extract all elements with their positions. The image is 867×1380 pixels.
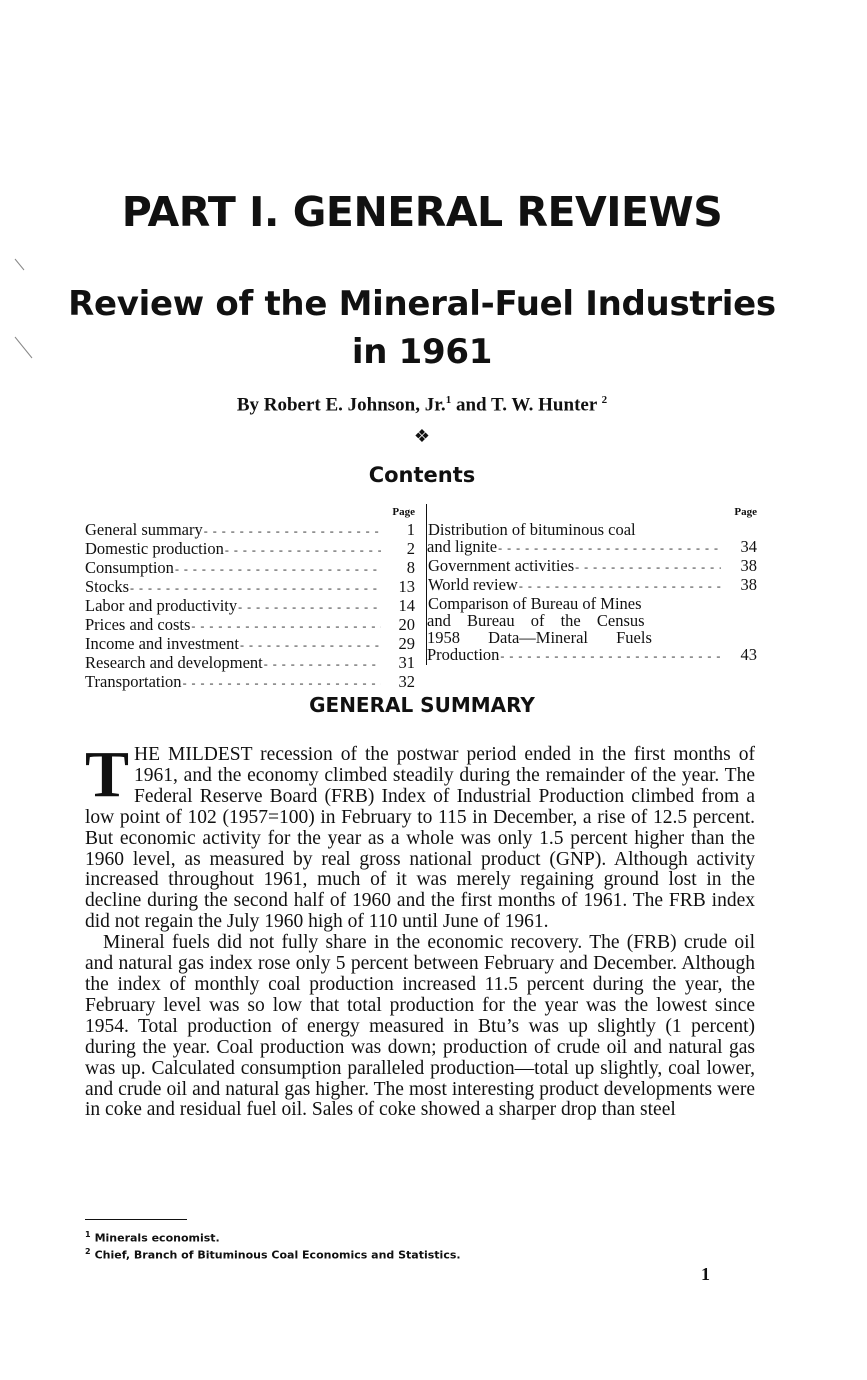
toc-entry-page: 31 xyxy=(398,653,415,672)
toc-entry[interactable] xyxy=(85,597,415,616)
footnotes xyxy=(85,1228,755,1261)
page-column-label: Page xyxy=(734,506,757,518)
summary-body xyxy=(85,738,755,1121)
page-title xyxy=(0,280,844,376)
toc-entry-label: and lignite xyxy=(427,537,498,556)
toc-entry-label: and Bureau of the Census xyxy=(427,611,645,630)
toc-entry[interactable] xyxy=(85,616,415,635)
toc-entry-label: Transportation xyxy=(85,672,182,691)
toc-entry-page: 8 xyxy=(406,558,415,577)
footnote-mark: 1 xyxy=(85,1230,91,1239)
toc-entry[interactable] xyxy=(427,595,757,612)
toc-entry-label: Income and investment xyxy=(85,634,239,653)
title-line-2: in 1961 xyxy=(351,332,493,372)
toc-entry-label: 1958 Data—Mineral Fuels xyxy=(427,628,652,647)
byline-author-1: By Robert E. Johnson, Jr. xyxy=(236,394,446,416)
toc-entry-page: 38 xyxy=(740,575,757,594)
title-line-1: Review of the Mineral-Fuel Industries xyxy=(68,284,776,324)
footnote-text: Minerals economist. xyxy=(94,1231,220,1245)
toc-entry[interactable] xyxy=(427,521,757,538)
toc-entry-label: Government activities xyxy=(428,556,575,575)
toc-entry-page: 34 xyxy=(740,537,757,556)
scan-mark xyxy=(14,258,26,272)
toc-entry[interactable] xyxy=(85,673,415,692)
paragraph xyxy=(85,738,755,933)
contents-left-column xyxy=(85,504,415,692)
footnote xyxy=(85,1245,755,1262)
page-number: 1 xyxy=(701,1264,710,1284)
byline xyxy=(0,394,844,416)
toc-entry[interactable] xyxy=(427,557,757,576)
toc-entry-label: Prices and costs xyxy=(85,615,191,634)
toc-entry-label: Production xyxy=(427,645,500,664)
paragraph: Mineral fuels did not fully share in the economic recovery. The (FRB) crude oil and natural gas index rose only 5 percent between February and December. Although the index of monthly coal production increased 11.5 percent during the year, the February level was so low that total production for the year was the lowest since 1954. Total production of energy measured in Btu’s was up slightly (1 percent) during the year. Coal production was down; production of crude oil and natural gas was up. Calculated consumption paralleled production—total up slightly, coal lower, and crude oil and natural gas higher. The most interesting product developments were in coke and residual fuel oil. Sales of coke showed a sharper drop than steel xyxy=(85,932,755,1121)
toc-entry-label: Stocks xyxy=(85,577,130,596)
toc-entry[interactable] xyxy=(85,635,415,654)
footnote-text: Chief, Branch of Bituminous Coal Economics and Statistics. xyxy=(94,1248,461,1262)
toc-entry-label: Distribution of bituminous coal xyxy=(428,520,636,539)
toc-entry[interactable] xyxy=(85,540,415,559)
page-column-label: Page xyxy=(392,506,415,518)
footnote-ref-1: 1 xyxy=(445,394,452,406)
section-heading: GENERAL SUMMARY xyxy=(309,693,535,717)
toc-entry-page: 1 xyxy=(406,520,415,539)
toc-entry-page: 32 xyxy=(398,672,415,691)
footnote xyxy=(85,1228,755,1245)
contents-heading: Contents xyxy=(368,463,476,487)
toc-entry-continuation xyxy=(427,629,757,646)
toc-entry[interactable] xyxy=(427,576,757,595)
ornament-icon: ❖ xyxy=(413,426,431,447)
toc-entry[interactable] xyxy=(85,578,415,597)
toc-entry-label: World review xyxy=(428,575,518,594)
toc-entry-label: Labor and productivity xyxy=(85,596,238,615)
toc-entry-continuation[interactable] xyxy=(427,646,757,665)
toc-entry[interactable] xyxy=(85,654,415,673)
toc-entry[interactable] xyxy=(85,521,415,540)
toc-entry-label: General summary xyxy=(85,520,203,539)
drop-cap: T xyxy=(85,738,130,811)
footnote-divider xyxy=(85,1219,187,1220)
part-title: PART I. GENERAL REVIEWS xyxy=(121,188,723,236)
contents-right-column xyxy=(426,504,757,665)
paragraph-text: HE MILDEST recession of the postwar period ended in the first months of 1961, and the economy climbed steadily during the remainder of the year. The Federal Reserve Board (FRB) Index of Industrial Production climbed from a low point of 102 (1957=100) in February to 115 in December, a rise of 12.5 percent. But economic activity for the year as a whole was only 1.5 percent higher than the 1960 level, as measured by real gross national product (GNP). Although activity increased throughout 1961, much of it was merely regaining ground lost in the decline during the second half of 1960 and the first months of 1961. The FRB index did not regain the July 1960 high of 110 until June of 1961. xyxy=(85,744,755,933)
byline-author-2: and T. W. Hunter xyxy=(451,394,597,416)
toc-entry-page: 13 xyxy=(398,577,415,596)
toc-entry-label: Domestic production xyxy=(85,539,224,558)
toc-entry-label: Consumption xyxy=(85,558,174,577)
toc-entry-page: 38 xyxy=(740,556,757,575)
toc-entry[interactable] xyxy=(85,559,415,578)
toc-entry-page: 14 xyxy=(398,596,415,615)
toc-entry-label: Research and development xyxy=(85,653,263,672)
footnote-ref-2: 2 xyxy=(601,394,608,406)
toc-entry-label: Comparison of Bureau of Mines xyxy=(428,594,642,613)
toc-entry-page: 29 xyxy=(398,634,415,653)
toc-entry-page: 43 xyxy=(740,645,757,664)
toc-entry-continuation xyxy=(427,612,683,629)
toc-entry-page: 2 xyxy=(406,539,415,558)
toc-entry-page: 20 xyxy=(398,615,415,634)
toc-entry-continuation[interactable] xyxy=(427,538,757,557)
footnote-mark: 2 xyxy=(85,1246,91,1256)
